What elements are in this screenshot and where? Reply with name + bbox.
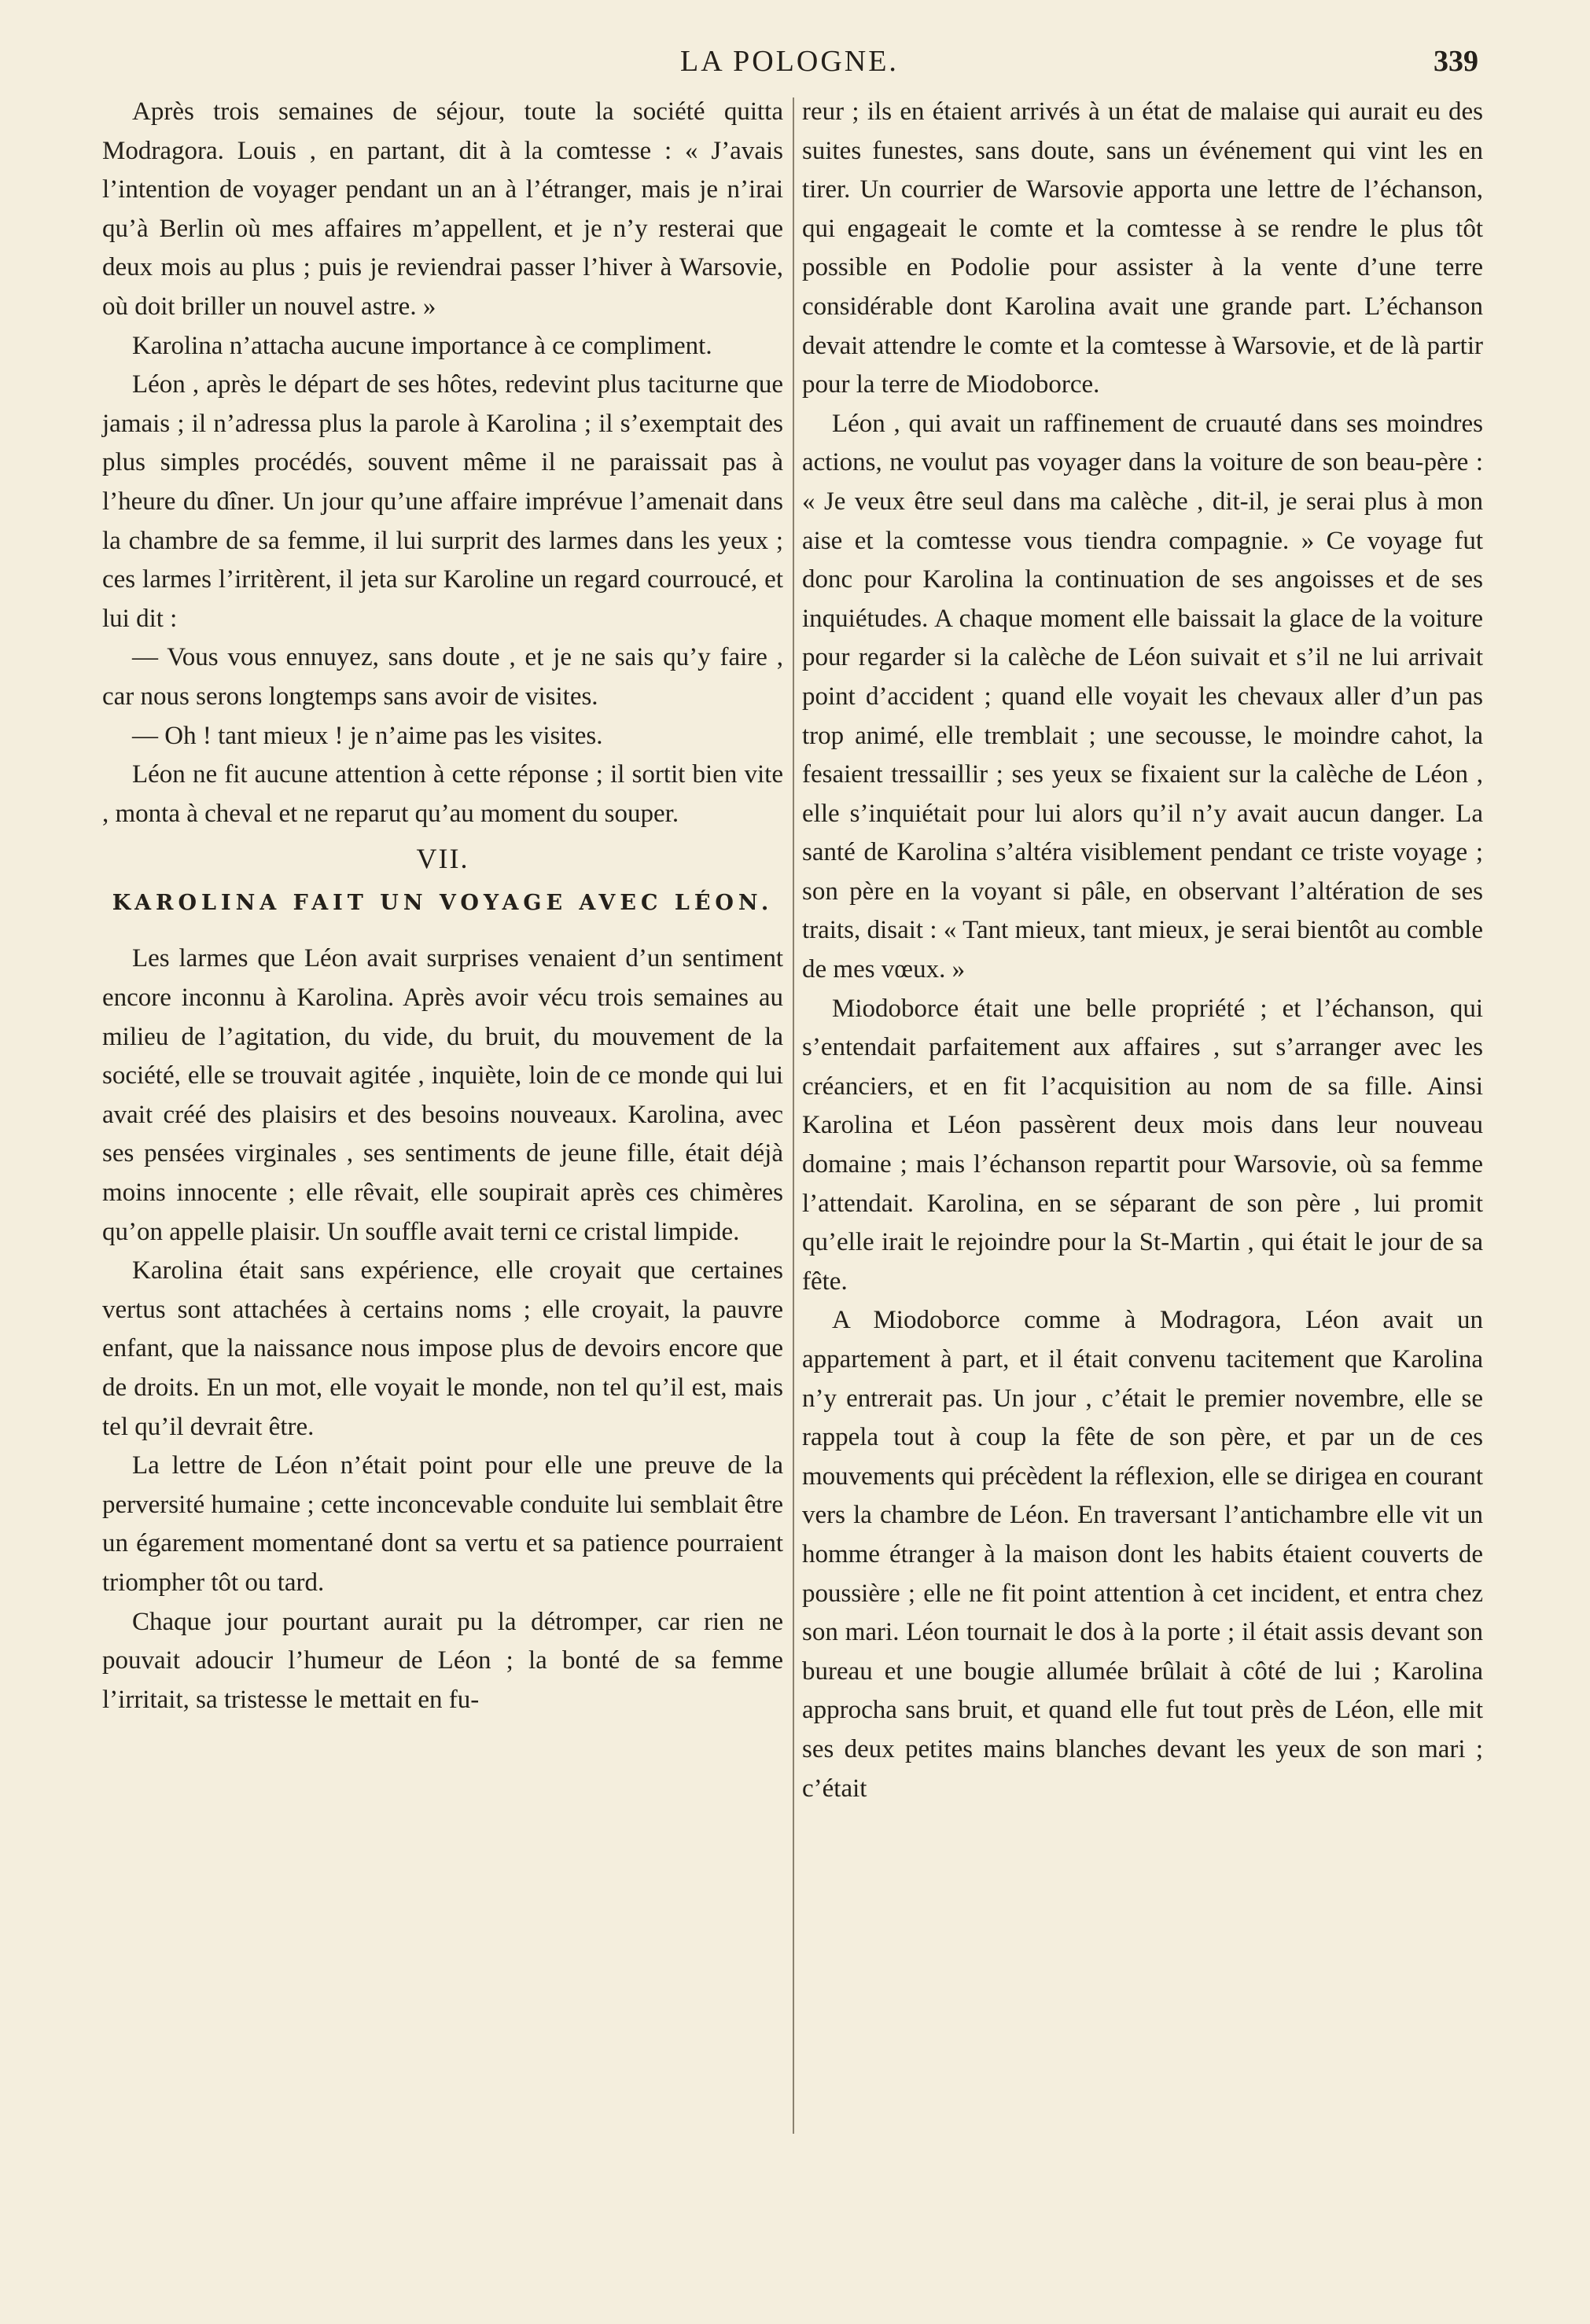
paragraph: Après trois semaines de séjour, toute la société quitta Modragora. Louis , en partant, dit à la comtesse : « J’avais l’intention de voyager pendant un an à l’étranger, mais je n’irai qu’à Berlin où mes affaires m’appellent, et je n’y resterai que deux mois au plus ; puis je reviendrai passer l’hiver à Warsovie, où doit briller un nouvel astre. »	[102, 97, 783, 321]
paragraph: Karolina n’attacha aucune importance à ce compliment.	[132, 331, 712, 360]
paragraph: Les larmes que Léon avait surprises venaient d’un sentiment encore inconnu à Karolina. Après avoir vécu trois semaines au milieu de l’agitation, du vide, du bruit, du mouvement de la société, elle se trouvait agitée , inquiète, loin de ce monde qui lui avait créé des plaisirs et des besoins nouveaux. Karolina, avec ses pensées virginales , ses sentiments de jeune fille, était déjà moins innocente ; elle rêvait, elle soupirait après ces chimères qu’on appelle plaisir. Un souffle avait terni ce cristal limpide.	[102, 944, 783, 1246]
paragraph: La lettre de Léon n’était point pour elle une preuve de la perversité humaine ; cette inconcevable conduite lui semblait être un égarement momentané dont sa vertu et sa patience pourraient triompher tôt ou tard.	[102, 1451, 783, 1597]
chapter-title: KAROLINA FAIT UN VOYAGE AVEC LÉON.	[112, 890, 774, 915]
right-column	[802, 93, 1483, 1808]
chapter-number: VII.	[416, 843, 469, 875]
paragraph: A Miodoborce comme à Modragora, Léon avait un appartement à part, et il était convenu tacitement que Karolina n’y entrerait pas. Un jour , c’était le premier novembre, elle se rappela tout à coup la fête de son père, et par un de ces mouvements qui précèdent la réflexion, elle se dirigea en courant vers la chambre de Léon. En traversant l’antichambre elle vit un homme étranger à la maison dont les habits étaient couverts de poussière ; elle ne fit point attention à cet incident, et entra chez son mari. Léon tournait le dos à la porte ; il était assis devant son bureau et une bougie allumée brûlait à côté de lui ; Karolina approcha sans bruit, et quand elle fut tout près de Léon, elle mit ses deux petites mains blanches devant les yeux de son mari ; c’était	[802, 1306, 1483, 1803]
paragraph: Léon ne fit aucune attention à cette réponse ; il sortit bien vite , monta à cheval et ne reparut qu’au moment du souper.	[102, 760, 783, 828]
paragraph: — Oh ! tant mieux ! je n’aime pas les visites.	[132, 721, 603, 750]
page-number: 339	[1434, 45, 1478, 78]
paragraph: — Vous vous ennuyez, sans doute , et je ne sais qu’y faire , car nous serons longtemps sans avoir de visites.	[102, 643, 783, 711]
page-header	[101, 39, 1478, 86]
left-column	[102, 93, 783, 1719]
paragraph: reur ; ils en étaient arrivés à un état de malaise qui aurait eu des suites funestes, sans doute, sans un événement qui vint les en tirer. Un courrier de Warsovie apporta une lettre de l’échanson, qui engageait le comte et la comtesse à se rendre le plus tôt possible en Podolie pour assister à la vente d’une terre considérable dont Karolina avait une grande part. L’échanson devait attendre le comte et la comtesse à Warsovie, et de là partir pour la terre de Miodoborce.	[802, 97, 1483, 399]
paragraph: Miodoborce était une belle propriété ; et l’échanson, qui s’entendait parfaitement aux affaires , sut s’arranger avec les créanciers, et en fit l’acquisition au nom de sa fille. Ainsi Karolina et Léon passèrent deux mois dans leur nouveau domaine ; mais l’échanson repartit pour Warsovie, où sa femme l’attendait. Karolina, en se séparant de son père , lui promit qu’elle irait le rejoindre pour la St-Martin , qui était le jour de sa fête.	[802, 994, 1483, 1296]
paragraph: Léon , après le départ de ses hôtes, redevint plus taciturne que jamais ; il n’adressa plus la parole à Karolina ; il s’exemptait des plus simples procédés, souvent même il ne paraissait pas à l’heure du dîner. Un jour qu’une affaire imprévue l’amenait dans la chambre de sa femme, il lui surprit des larmes dans les yeux ; ces larmes l’irritèrent, il jeta sur Karoline un regard courroucé, et lui dit :	[102, 370, 783, 633]
paragraph: Karolina était sans expérience, elle croyait que certaines vertus sont attachées à certains noms ; elle croyait, la pauvre enfant, que la naissance nous impose plus de devoirs encore que de droits. En un mot, elle voyait le monde, non tel qu’il est, mais tel qu’il devrait être.	[102, 1256, 783, 1441]
paragraph: Léon , qui avait un raffinement de cruauté dans ses moindres actions, ne voulut pas voyager dans la voiture de son beau-père : « Je veux être seul dans ma calèche , dit-il, je serai plus à mon aise et la comtesse vous tiendra compagnie. » Ce voyage fut donc pour Karolina la continuation de ses angoisses et de ses inquiétudes. A chaque moment elle baissait la glace de la voiture pour regarder si la calèche de Léon suivait et s’il ne lui arrivait point d’accident ; quand elle voyait les chevaux aller d’un pas trop animé, elle tremblait ; une secousse, le moindre cahot, la fesaient tressaillir ; ses yeux se fixaient sur la calèche de Léon , elle s’inquiétait pour lui alors qu’il n’y avait aucun danger. La santé de Karolina s’altéra visiblement pendant ce triste voyage ; son père en la voyant si pâle, en observant l’altération de ses traits, disait : « Tant mieux, tant mieux, je serai bientôt au comble de mes vœux. »	[802, 409, 1483, 984]
column-divider	[793, 97, 794, 2134]
running-title: LA POLOGNE.	[680, 45, 899, 78]
paragraph: Chaque jour pourtant aurait pu la détromper, car rien ne pouvait adoucir l’humeur de Léon ; la bonté de sa femme l’irritait, sa tristesse le mettait en fu-	[102, 1607, 783, 1714]
